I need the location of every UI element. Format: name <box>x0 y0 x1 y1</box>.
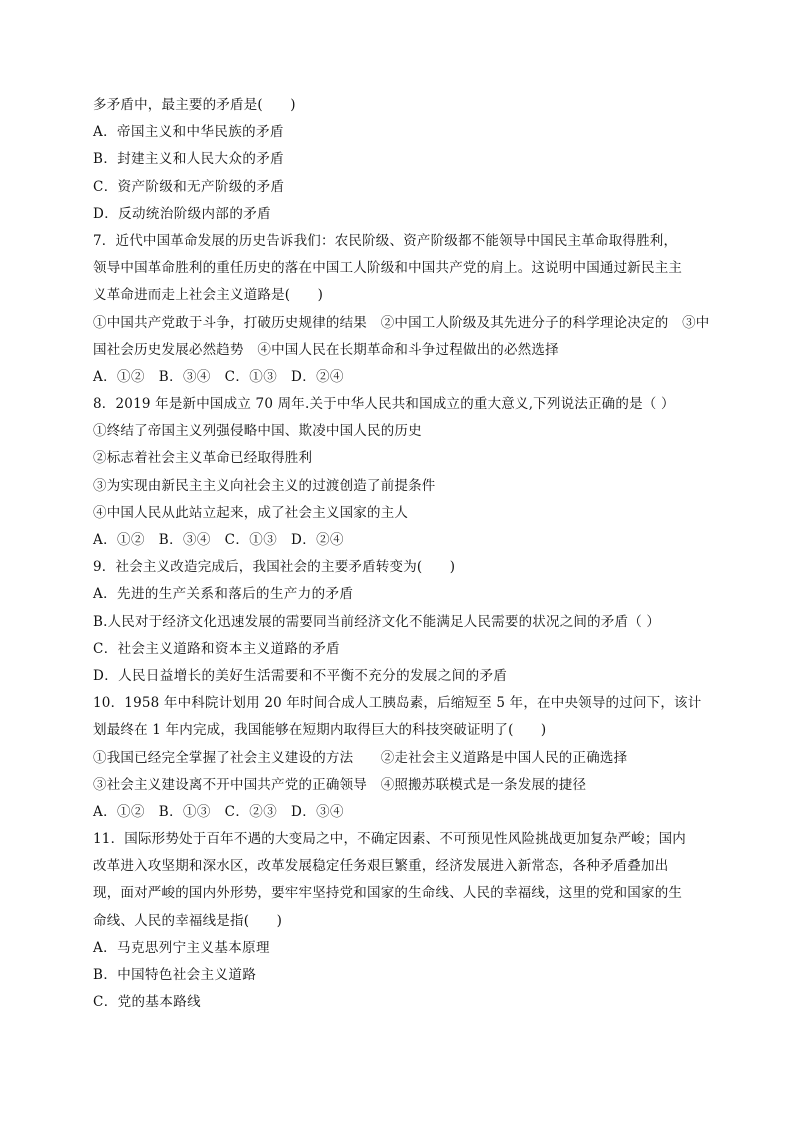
option-b: B．封建主义和人民大众的矛盾 <box>93 151 285 168</box>
question-10-stem: 10．1958 年中科院计划用 20 年时间合成人工胰岛素，后缩短至 5 年，在中央领导的过问下，该计 <box>93 695 702 712</box>
option-a: A．帝国主义和中华民族的矛盾 <box>93 124 284 141</box>
question-11-option-b: B．中国特色社会主义道路 <box>93 967 257 983</box>
question-7-options: A．①② B．③④ C．①③ D．②④ <box>93 368 344 385</box>
question-8-options: A．①② B．③④ C．①③ D．②④ <box>93 532 344 548</box>
question-10-options: A．①② B．①③ C．②③ D．③④ <box>93 803 344 820</box>
question-10-statements: ③社会主义建设离不开中国共产党的正确领导 ④照搬苏联模式是一条发展的捷径 <box>93 776 587 793</box>
question-10-statements: ①我国已经完全掌握了社会主义建设的方法 ②走社会主义道路是中国人民的正确选择 <box>93 749 628 766</box>
question-11-option-c: C．党的基本路线 <box>93 994 202 1011</box>
option-d: D．反动统治阶级内部的矛盾 <box>93 205 272 222</box>
question-7-stem: 义革命进而走上社会主义道路是( ) <box>93 287 324 304</box>
option-c: C．资产阶级和无产阶级的矛盾 <box>93 178 285 195</box>
question-9-option-d: D．人民日益增长的美好生活需要和不平衡不充分的发展之间的矛盾 <box>93 667 508 684</box>
question-7-stem: 7．近代中国革命发展的历史告诉我们：农民阶级、资产阶级都不能领导中国民主革命取得胜利， <box>93 232 678 249</box>
question-11-stem: 现，面对严峻的国内外形势，要牢牢坚持党和国家的生命线、人民的幸福线，这里的党和国家的生 <box>93 885 683 902</box>
question-11-option-a: A．马克思列宁主义基本原理 <box>93 939 270 956</box>
question-8-statement: ②标志着社会主义革命已经取得胜利 <box>93 450 313 467</box>
question-9-option-b: B.人民对于经济文化迅速发展的需要同当前经济文化不能满足人民需要的状况之间的矛盾（ ） <box>93 613 661 630</box>
question-9-option-a: A．先进的生产关系和落后的生产力的矛盾 <box>93 586 354 603</box>
question-7-statements: ①中国共产党敢于斗争，打破历史规律的结果 ②中国工人阶级及其先进分子的科学理论决定的 ③中 <box>93 314 710 331</box>
question-7-stem: 领导中国革命胜利的重任历史的落在中国工人阶级和中国共产党的肩上。这说明中国通过新民主主 <box>93 260 683 277</box>
question-8-statement: ③为实现由新民主主义向社会主义的过渡创造了前提条件 <box>93 477 436 494</box>
question-11-stem: 改革进入攻坚期和深水区，改革发展稳定任务艰巨繁重，经济发展进入新常态，各种矛盾叠加出 <box>93 858 669 875</box>
question-stem-continuation: 多矛盾中，最主要的矛盾是( ) <box>93 97 296 113</box>
question-10-stem: 划最终在 1 年内完成，我国能够在短期内取得巨大的科技突破证明了( ) <box>93 722 547 739</box>
document-page <box>93 92 710 1016</box>
question-11-stem: 命线、人民的幸福线是指( ) <box>93 912 283 929</box>
question-8-stem: 8．2019 年是新中国成立 70 周年.关于中华人民共和国成立的重大意义,下列说法正确的是（ ） <box>93 396 675 413</box>
question-8-statement: ①终结了帝国主义列强侵略中国、欺凌中国人民的历史 <box>93 423 422 440</box>
question-9-stem: 9．社会主义改造完成后，我国社会的主要矛盾转变为( ) <box>93 559 456 576</box>
question-11-stem: 11．国际形势处于百年不遇的大变局之中，不确定因素、不可预见性风险挑战更加复杂严峻；国内 <box>93 831 686 848</box>
question-9-option-c: C．社会主义道路和资本主义道路的矛盾 <box>93 640 341 657</box>
question-8-statement: ④中国人民从此站立起来，成了社会主义国家的主人 <box>93 504 409 521</box>
question-7-statements: 国社会历史发展必然趋势 ④中国人民在长期革命和斗争过程做出的必然选择 <box>93 341 559 358</box>
